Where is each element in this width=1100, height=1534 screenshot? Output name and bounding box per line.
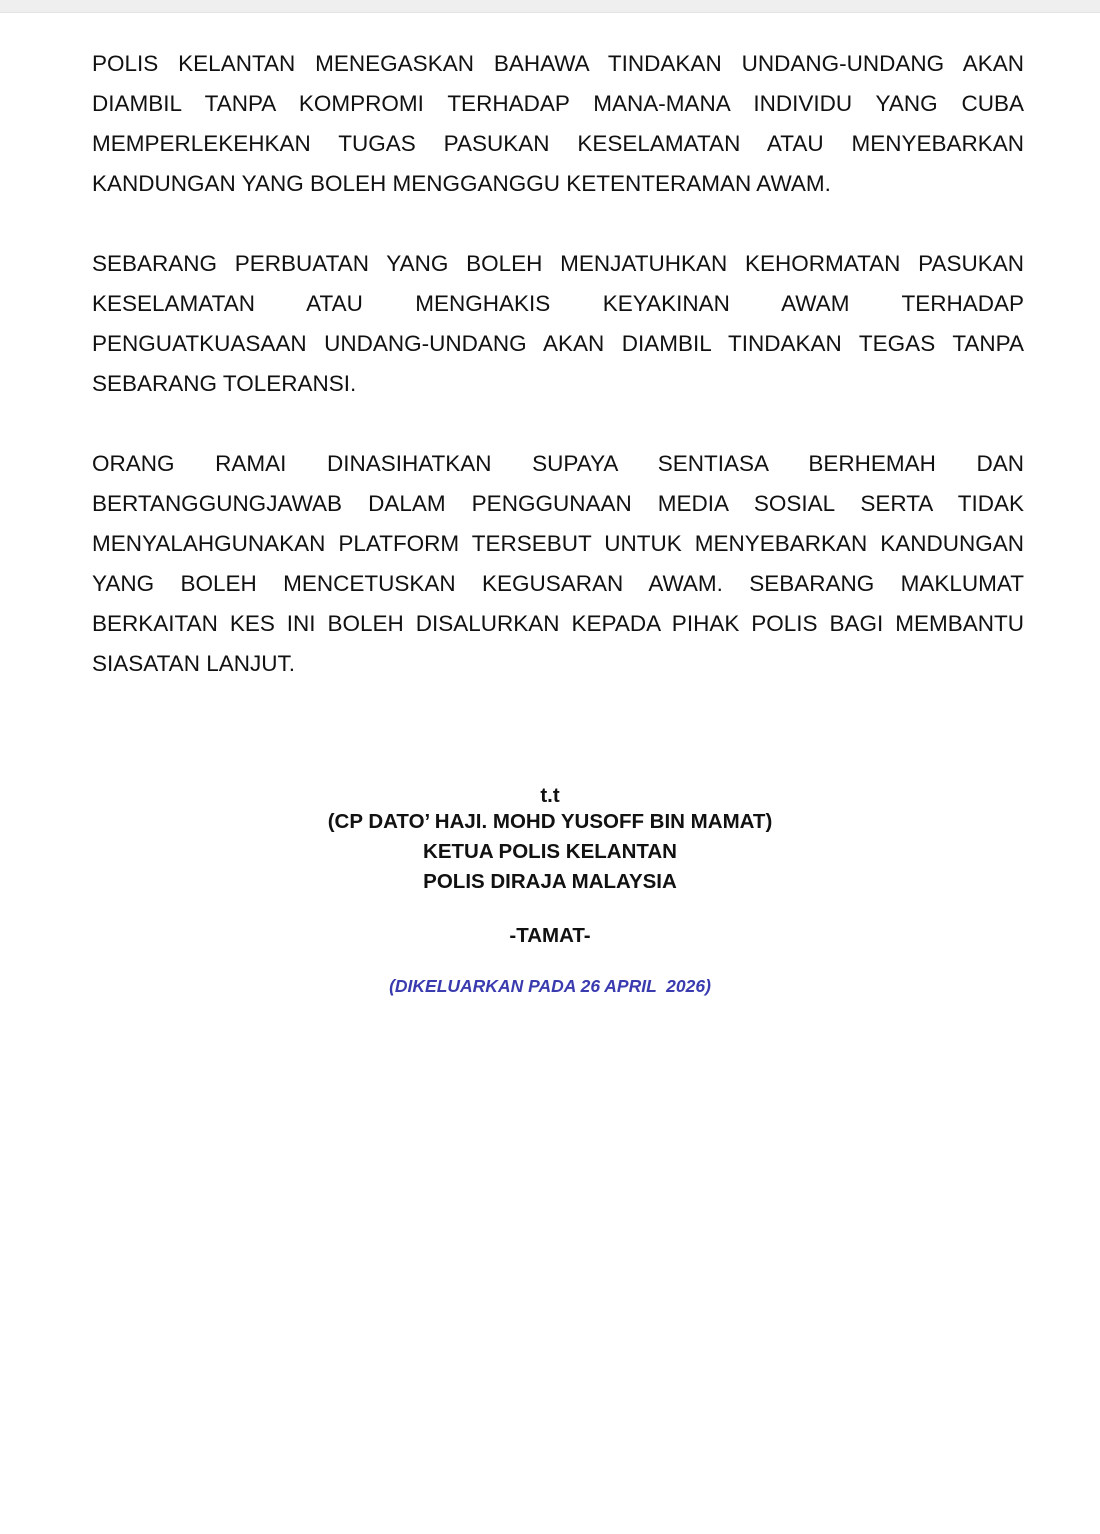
issued-date: (DIKELUARKAN PADA 26 APRIL 2026) [389,976,711,996]
paragraph-line: YANG BOLEH MENCETUSKAN KEGUSARAN AWAM. SEBARANG MAKLUMAT [92,571,1024,596]
signatory-title: KETUA POLIS KELANTAN [423,840,677,863]
paragraph-line: KESELAMATAN ATAU MENGHAKIS KEYAKINAN AWAM TERHADAP [92,291,1024,316]
paragraph-line: DIAMBIL TANPA KOMPROMI TERHADAP MANA-MANA INDIVIDU YANG CUBA [92,91,1024,116]
paragraph-line: KANDUNGAN YANG BOLEH MENGGANGGU KETENTERAMAN AWAM. [92,171,831,196]
paragraph-line: ORANG RAMAI DINASIHATKAN SUPAYA SENTIASA BERHEMAH DAN [92,451,1024,476]
viewer-top-bar [0,0,1100,13]
paragraph [92,244,1024,404]
paragraph-line: BERKAITAN KES INI BOLEH DISALURKAN KEPADA PIHAK POLIS BAGI MEMBANTU [92,611,1024,636]
paragraph-line: BERTANGGUNGJAWAB DALAM PENGGUNAAN MEDIA SOSIAL SERTA TIDAK [92,491,1024,516]
paragraph-line: SEBARANG PERBUATAN YANG BOLEH MENJATUHKAN KEHORMATAN PASUKAN [92,251,1024,276]
paragraph [92,44,1024,204]
paragraph-line: SIASATAN LANJUT. [92,651,295,676]
paragraph-line: SEBARANG TOLERANSI. [92,371,357,396]
paragraph-line: POLIS KELANTAN MENEGASKAN BAHAWA TINDAKAN UNDANG-UNDANG AKAN [92,51,1024,76]
paragraph-line: MEMPERLEKEHKAN TUGAS PASUKAN KESELAMATAN ATAU MENYEBARKAN [92,131,1024,156]
signature-tt: t.t [540,784,560,807]
end-mark: -TAMAT- [509,924,591,947]
paragraph [92,444,1024,684]
paragraph-line: MENYALAHGUNAKAN PLATFORM TERSEBUT UNTUK MENYEBARKAN KANDUNGAN [92,531,1024,556]
document-body [92,44,1024,724]
signatory-organization: POLIS DIRAJA MALAYSIA [423,870,677,893]
paragraph-line: PENGUATKUASAAN UNDANG-UNDANG AKAN DIAMBIL TINDAKAN TEGAS TANPA [92,331,1024,356]
signatory-name: (CP DATO’ HAJI. MOHD YUSOFF BIN MAMAT) [327,810,773,833]
